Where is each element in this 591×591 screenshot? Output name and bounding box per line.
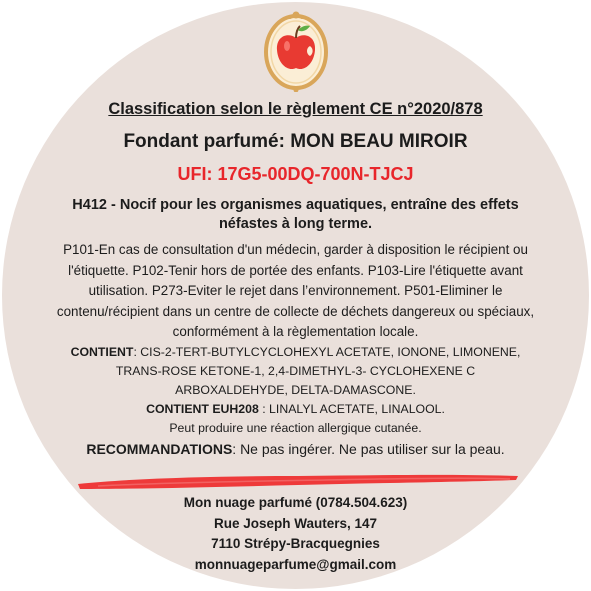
- contact-footer: [0, 493, 591, 575]
- red-brush-stroke: [78, 470, 518, 492]
- hazard-line-2: néfastes à long terme.: [218, 216, 373, 232]
- contains-label: CONTIENT: [70, 344, 134, 359]
- product-name: Fondant parfumé: MON BEAU MIROIR: [123, 131, 468, 152]
- contains-line-3: ARBOXALDEHYDE, DELTA-DAMASCONE.: [175, 382, 416, 397]
- hazard-line-1: H412 - Nocif pour les organismes aquatiques, entraîne des effets: [72, 197, 519, 213]
- precaution-line: l'étiquette. P102-Tenir hors de portée des enfants. P103-Lire l'étiquette avant: [68, 262, 523, 278]
- precaution-line: conformément à la règlementation locale.: [172, 324, 419, 339]
- email-address: monnuageparfume@gmail.com: [194, 556, 397, 572]
- euh208-line: [0, 400, 591, 419]
- recommendations-label: RECOMMANDATIONS: [86, 440, 233, 457]
- recommendations-line: [0, 438, 591, 460]
- precaution-line: utilisation. P273-Eviter le rejet dans l’environnement. P501-Eliminer le: [88, 283, 503, 298]
- company-name: Mon nuage parfumé (0784.504.623): [183, 495, 408, 510]
- street-address: Rue Joseph Wauters, 147: [213, 515, 378, 531]
- euh208-text: : LINALYL ACETATE, LINALOOL.: [258, 401, 445, 416]
- classification-heading: Classification selon le règlement CE n°2020/878: [108, 100, 483, 118]
- city-address: 7110 Strépy-Bracquegnies: [211, 536, 380, 551]
- euh208-note: Peut produire une réaction allergique cutanée.: [169, 420, 422, 435]
- recommendations-text: : Ne pas ingérer. Ne pas utiliser sur la peau.: [232, 440, 505, 457]
- precaution-line: contenu/récipient dans un centre de collecte de déchets dangereux ou spéciaux,: [56, 303, 535, 319]
- hazard-statement: [0, 196, 591, 234]
- apple-mirror-logo-icon: [260, 8, 332, 92]
- contains-line-2: TRANS-ROSE KETONE-1, 2,4-DIMETHYL-3- CYCLOHEXENE C: [115, 363, 476, 378]
- euh208-label: CONTIENT EUH208: [146, 401, 259, 416]
- precaution-line: P101-En cas de consultation d'un médecin, garder à disposition le récipient ou: [63, 242, 528, 257]
- contains-line-1: [0, 343, 591, 362]
- label-body: [0, 240, 591, 460]
- ufi-code: UFI: 17G5-00DQ-700N-TJCJ: [177, 164, 414, 184]
- contains-text-1: : CIS-2-TERT-BUTYLCYCLOHEXYL ACETATE, IONONE, LIMONENE,: [133, 344, 521, 359]
